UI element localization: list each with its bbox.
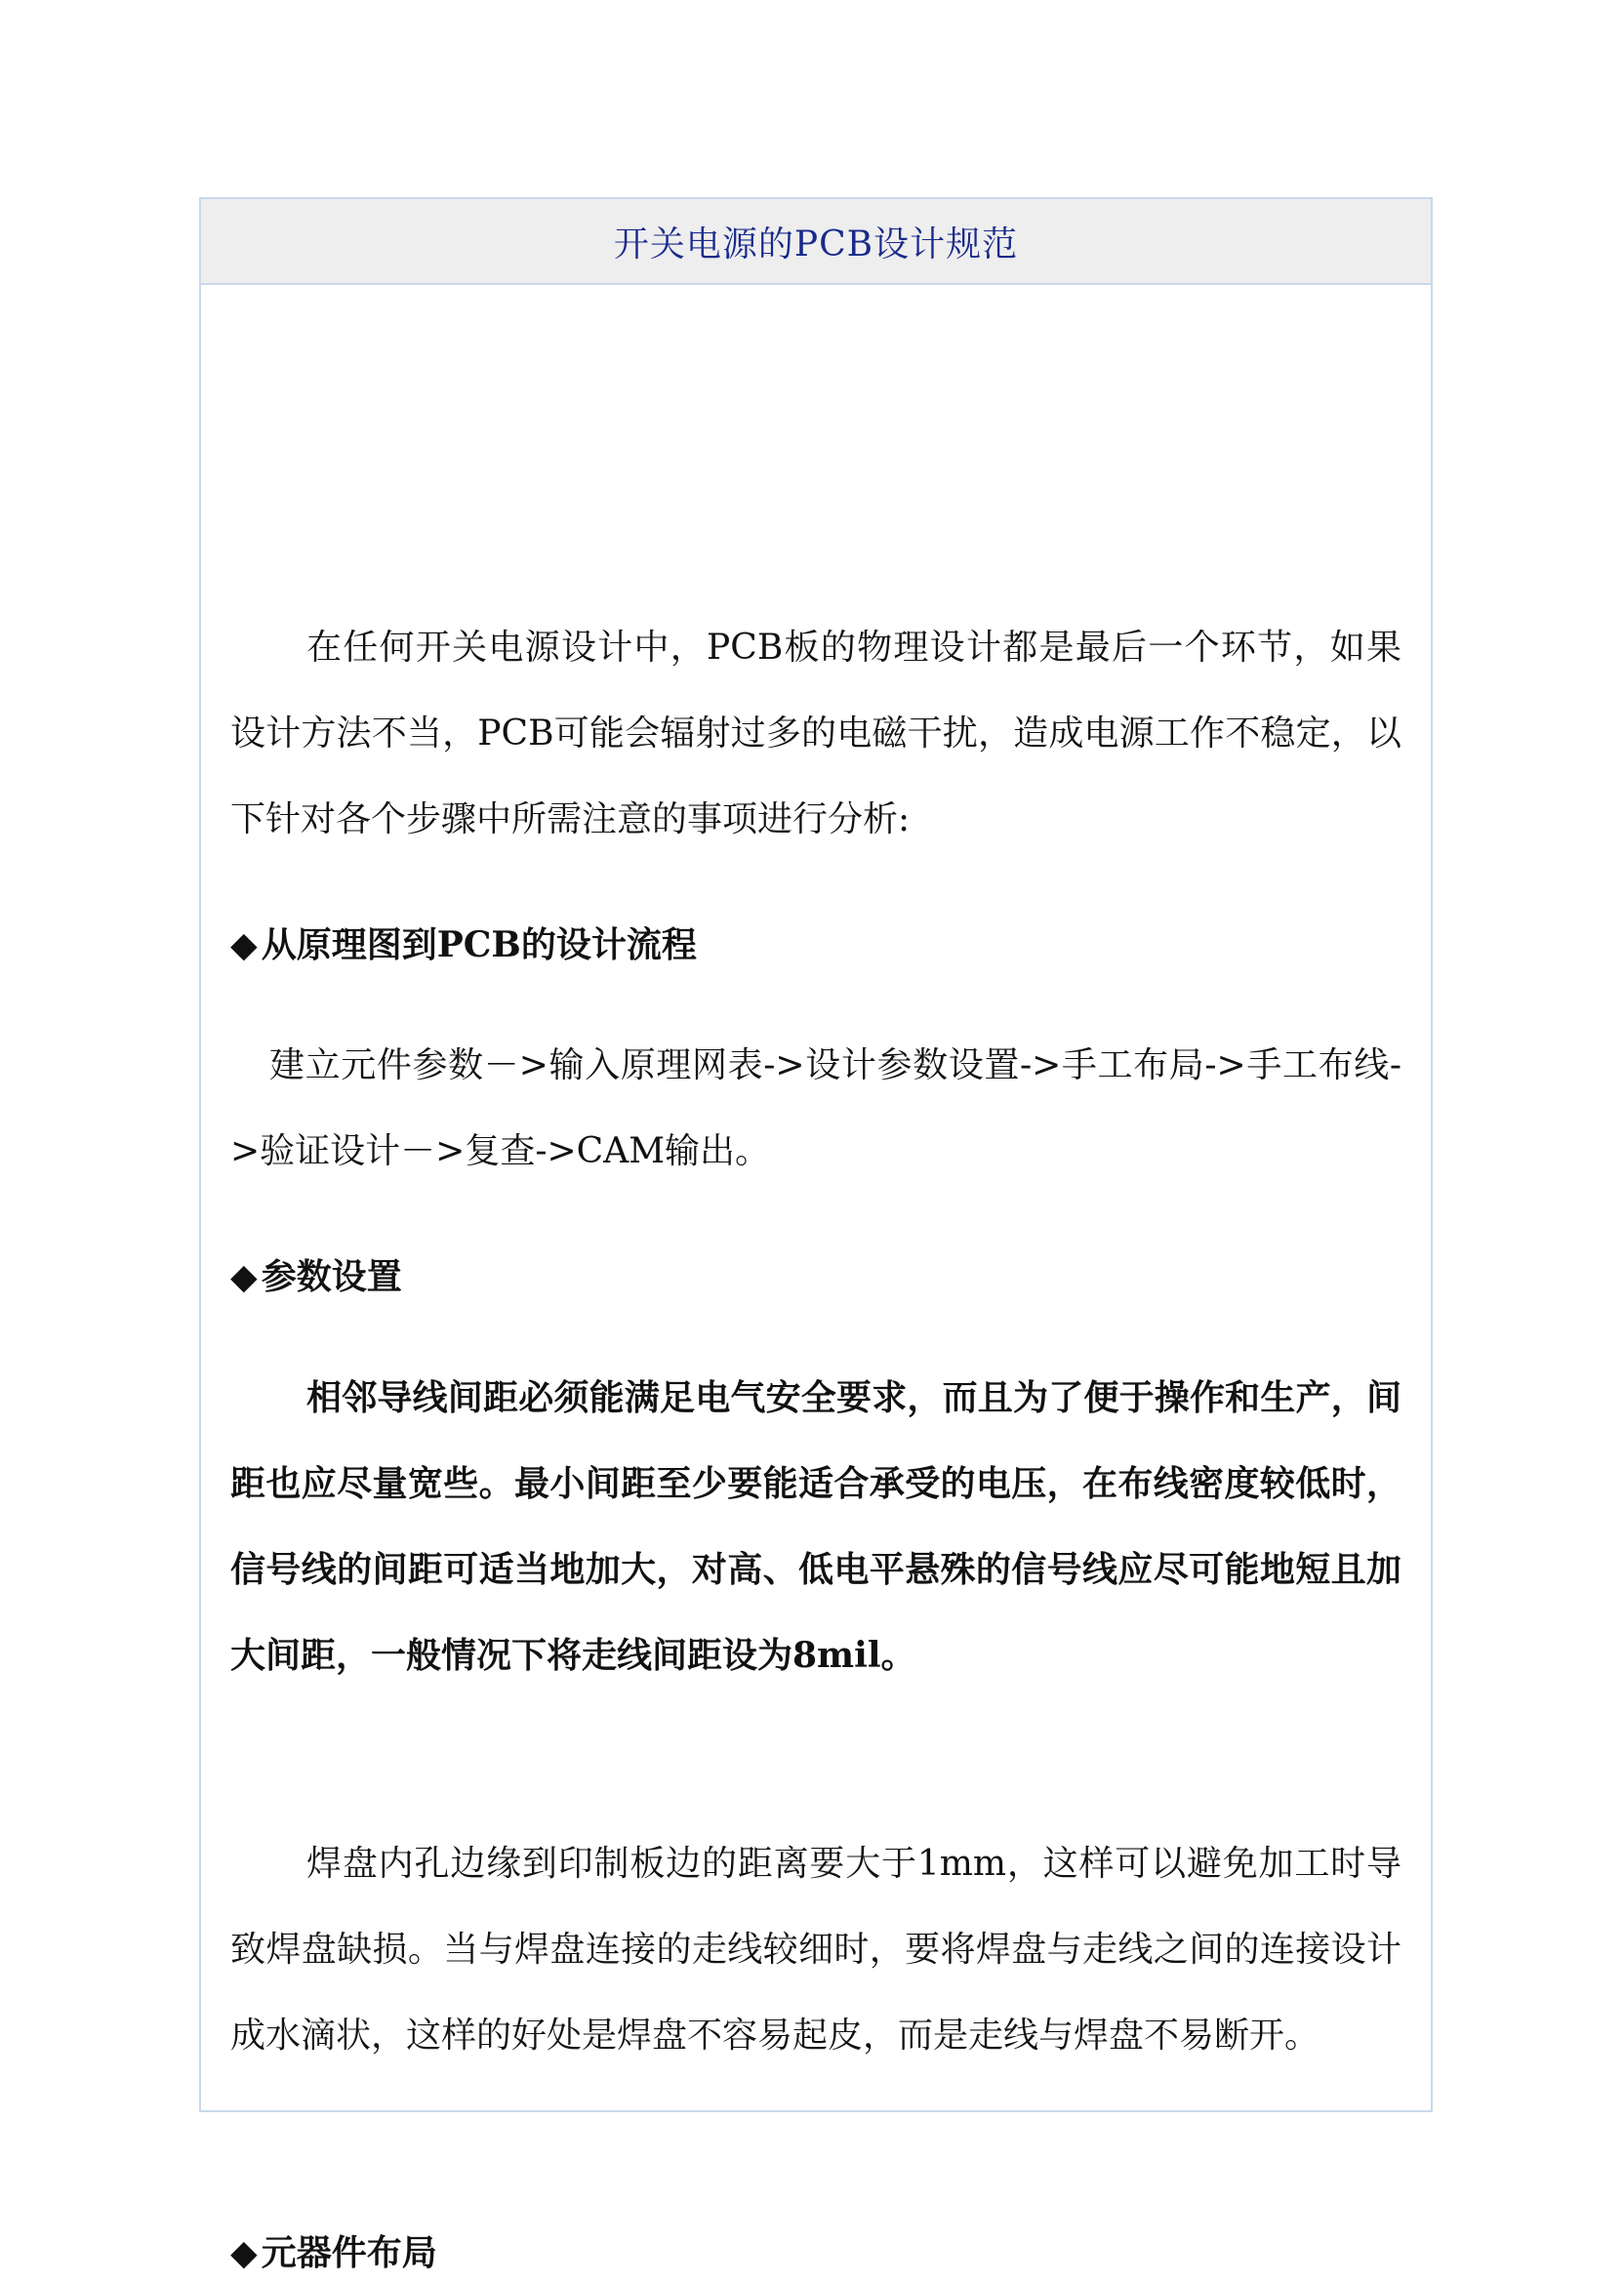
intro-paragraph: 在任何开关电源设计中，PCB板的物理设计都是最后一个环节，如果设计方法不当，PCB可能会辐射过多的电磁干扰，造成电源工作不稳定，以下针对各个步骤中所需注意的事项进行分析: bbox=[230, 628, 1401, 839]
diamond-bullet-icon: ◆ bbox=[230, 924, 258, 965]
diamond-bullet-icon: ◆ bbox=[230, 2232, 258, 2273]
flow-paragraph: 建立元件参数－>输入原理网表->设计参数设置->手工布局->手工布线->验证设计－>复查->CAM输出。 bbox=[230, 1045, 1401, 1171]
pad-paragraph: 焊盘内孔边缘到印制板边的距离要大于1mm，这样可以避免加工时导致焊盘缺损。当与焊盘连接的走线较细时，要将焊盘与走线之间的连接设计成水滴状，这样的好处是焊盘不容易起皮，而是走线与焊盘不易断开。 bbox=[230, 1844, 1401, 2056]
section-heading-params bbox=[230, 1247, 402, 1306]
title-bar bbox=[201, 199, 1431, 285]
diamond-bullet-icon: ◆ bbox=[230, 1256, 258, 1297]
section-heading-flow bbox=[230, 916, 697, 974]
heading-text: 参数设置 bbox=[261, 1256, 402, 1297]
document-title: 开关电源的PCB设计规范 bbox=[613, 224, 1019, 265]
document-frame bbox=[199, 197, 1433, 2273]
section-heading-layout bbox=[230, 2223, 437, 2282]
spacing-paragraph: 相邻导线间距必须能满足电气安全要求，而且为了便于操作和生产，间距也应尽量宽些。最小间距至少要能适合承受的电压，在布线密度较低时，信号线的间距可适当地加大，对高、低电平悬殊的信号线应尽可能地短且加大间距，一般情况下将走线间距设为8mil。 bbox=[230, 1377, 1401, 1676]
heading-text: 从原理图到PCB的设计流程 bbox=[261, 924, 697, 965]
heading-text: 元器件布局 bbox=[261, 2232, 437, 2273]
